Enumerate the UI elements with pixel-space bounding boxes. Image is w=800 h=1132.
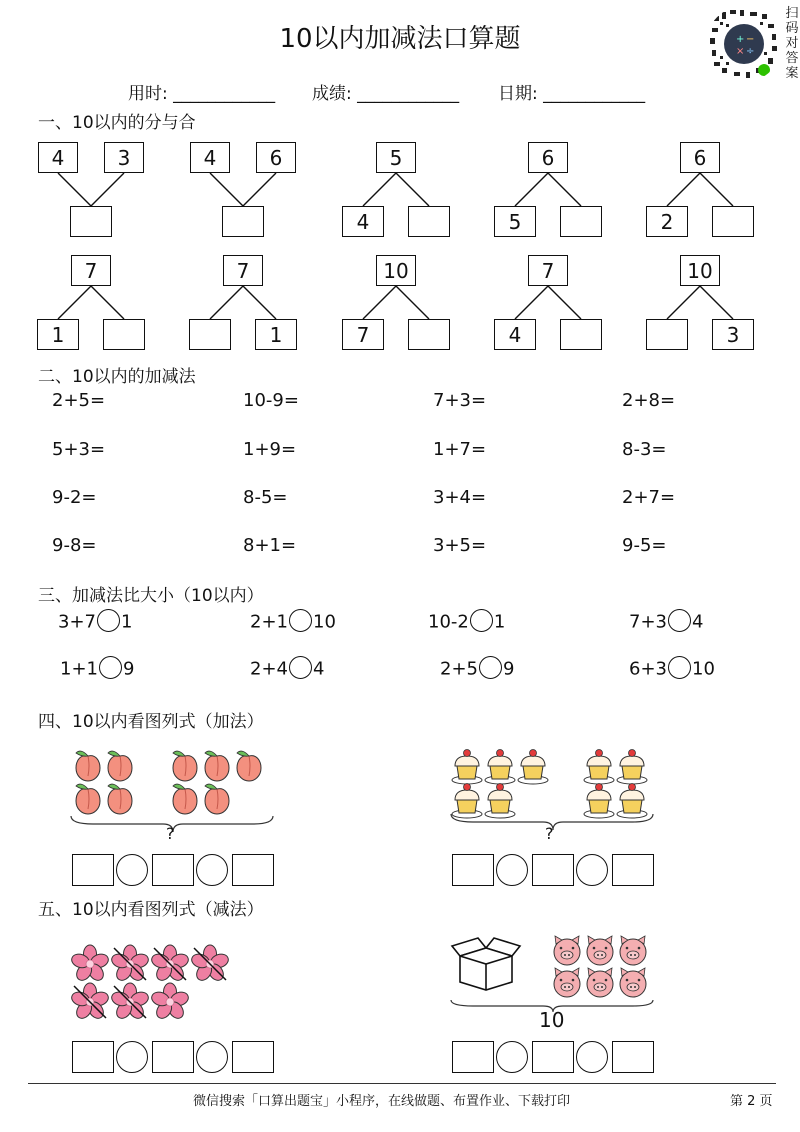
compare-circle[interactable]: [289, 656, 312, 679]
connector-line: [515, 173, 548, 206]
compare-right: 4: [692, 611, 704, 633]
operator-circle[interactable]: [576, 1041, 608, 1073]
equation: 3+5=: [433, 535, 487, 556]
answer-box: [222, 206, 264, 237]
svg-text:×: ×: [736, 46, 745, 57]
page-number: 第 2 页: [730, 1094, 773, 1109]
compare-circle[interactable]: [479, 656, 502, 679]
connector-line: [548, 173, 581, 206]
operator-circle[interactable]: [196, 1041, 228, 1073]
compare-right: 4: [313, 658, 325, 680]
number-box: 6: [256, 142, 296, 173]
equation: 1+9=: [243, 439, 297, 460]
compare-left: 10-2: [428, 611, 469, 633]
number-box: [408, 319, 450, 350]
operator-circle[interactable]: [576, 854, 608, 886]
total-label: 10: [539, 1008, 565, 1032]
answer-box[interactable]: [612, 1041, 654, 1073]
number-box: 3: [712, 319, 754, 350]
peach-icon: [76, 751, 100, 781]
number-box: 5: [494, 206, 536, 237]
section-title-picture-add: 四、10以内看图列式（加法）: [38, 712, 264, 732]
number-box: 1: [37, 319, 79, 350]
peach-icon: [237, 751, 261, 781]
peach-icon: [205, 784, 229, 814]
connector-line: [243, 286, 276, 319]
equation: 8+1=: [243, 535, 297, 556]
connector-line: [700, 173, 733, 206]
number-box: 7: [528, 255, 568, 286]
compare-right: 10: [313, 611, 336, 633]
equation: 9-8=: [52, 535, 97, 556]
compare-circle[interactable]: [97, 609, 120, 632]
section-title-equations: 二、10以内的加减法: [38, 367, 196, 387]
connector-line: [667, 286, 700, 319]
connector-line: [515, 286, 548, 319]
number-box: 5: [376, 142, 416, 173]
equation: 2+5=: [52, 390, 106, 411]
equation: 2+7=: [622, 487, 676, 508]
compare-circle[interactable]: [99, 656, 122, 679]
section-title-compare: 三、加减法比大小（10以内）: [38, 586, 264, 606]
operator-circle[interactable]: [116, 1041, 148, 1073]
compare-right: 1: [121, 611, 133, 633]
footer-divider: [28, 1083, 776, 1084]
connector-line: [91, 286, 124, 319]
compare-circle[interactable]: [668, 609, 691, 632]
connector-line: [396, 286, 429, 319]
answer-box[interactable]: [532, 854, 574, 886]
number-box: 4: [190, 142, 230, 173]
number-box: [560, 319, 602, 350]
equation: 9-2=: [52, 487, 97, 508]
compare-left: 7+3: [629, 611, 667, 633]
connector-line: [363, 286, 396, 319]
question-mark: ?: [166, 824, 175, 843]
equation: 8-3=: [622, 439, 667, 460]
answer-box[interactable]: [232, 1041, 274, 1073]
answer-box[interactable]: [72, 1041, 114, 1073]
compare-left: 2+5: [440, 658, 478, 680]
compare-right: 9: [503, 658, 515, 680]
connector-line: [667, 173, 700, 206]
compare-item: [629, 609, 703, 635]
footer-text: 微信搜索「口算出题宝」小程序，在线做题、布置作业、下载打印: [193, 1094, 571, 1109]
qr-caption: 扫 码 对 答 案: [785, 6, 799, 81]
section-title-picture-sub: 五、10以内看图列式（减法）: [38, 900, 264, 920]
connector-line: [210, 286, 243, 319]
answer-box[interactable]: [72, 854, 114, 886]
answer-box[interactable]: [452, 854, 494, 886]
peach-icon: [173, 784, 197, 814]
compare-right: 9: [123, 658, 135, 680]
compare-item: [428, 609, 505, 635]
number-box: 6: [528, 142, 568, 173]
peach-icon: [205, 751, 229, 781]
equation: 2+8=: [622, 390, 676, 411]
compare-item: [440, 656, 514, 682]
date-field: 日期: ____________: [498, 84, 646, 104]
connector-line: [363, 173, 396, 206]
number-box: 10: [376, 255, 416, 286]
compare-item: [60, 656, 134, 682]
number-box: 1: [255, 319, 297, 350]
peach-icon: [173, 751, 197, 781]
number-box: 3: [104, 142, 144, 173]
number-box: 7: [342, 319, 384, 350]
operator-circle[interactable]: [496, 1041, 528, 1073]
number-box: 4: [494, 319, 536, 350]
compare-left: 6+3: [629, 658, 667, 680]
answer-box[interactable]: [152, 1041, 194, 1073]
compare-item: [250, 656, 324, 682]
box-pig-picture: [448, 928, 658, 1014]
number-box: [560, 206, 602, 237]
score-field: 成绩: ____________: [312, 84, 460, 104]
connector-line: [58, 173, 91, 206]
equation: 3+4=: [433, 487, 487, 508]
number-box: 10: [680, 255, 720, 286]
page-title: 10以内加减法口算题: [279, 24, 521, 54]
compare-right: 1: [493, 611, 506, 633]
connector-line: [243, 173, 276, 206]
operator-circle[interactable]: [496, 854, 528, 886]
compare-right: 10: [692, 658, 715, 680]
section-title-split: 一、10以内的分与合: [38, 113, 196, 133]
compare-left: 2+1: [250, 611, 288, 633]
compare-left: 2+4: [250, 658, 288, 680]
number-box: 6: [680, 142, 720, 173]
answer-box[interactable]: [612, 854, 654, 886]
svg-text:÷: ÷: [746, 46, 755, 57]
flower-picture: [68, 938, 238, 1030]
equation: 10-9=: [243, 390, 299, 411]
answer-box[interactable]: [532, 1041, 574, 1073]
number-box: [103, 319, 145, 350]
operator-circle[interactable]: [116, 854, 148, 886]
equation: 1+7=: [433, 439, 487, 460]
peach-icon: [76, 784, 100, 814]
compare-left: 1+1: [60, 658, 98, 680]
answer-box: [70, 206, 112, 237]
answer-box[interactable]: [152, 854, 194, 886]
compare-item: [250, 609, 336, 635]
number-box: 4: [38, 142, 78, 173]
number-box: [646, 319, 688, 350]
compare-item: [58, 609, 132, 635]
equation: 8-5=: [243, 487, 288, 508]
connector-line: [548, 286, 581, 319]
connector-line: [91, 173, 124, 206]
time-field: 用时: ____________: [128, 84, 276, 104]
connector-line: [396, 173, 429, 206]
number-box: [189, 319, 231, 350]
number-box: 4: [342, 206, 384, 237]
operator-circle[interactable]: [196, 854, 228, 886]
svg-text:+: +: [736, 34, 745, 45]
compare-circle[interactable]: [470, 609, 493, 632]
compare-left: 3+7: [58, 611, 96, 633]
number-box: 7: [71, 255, 111, 286]
compare-circle[interactable]: [668, 656, 691, 679]
answer-box[interactable]: [452, 1041, 494, 1073]
peach-icon: [108, 751, 132, 781]
connector-line: [58, 286, 91, 319]
equation: 5+3=: [52, 439, 106, 460]
question-mark: ?: [545, 824, 554, 843]
equation: 7+3=: [433, 390, 487, 411]
number-box: [712, 206, 754, 237]
number-box: [408, 206, 450, 237]
answer-box[interactable]: [232, 854, 274, 886]
number-box: 7: [223, 255, 263, 286]
number-box: 2: [646, 206, 688, 237]
connector-line: [700, 286, 733, 319]
connector-line: [210, 173, 243, 206]
box-icon: [452, 938, 520, 990]
compare-circle[interactable]: [289, 609, 312, 632]
compare-item: [629, 656, 715, 682]
peach-icon: [108, 784, 132, 814]
svg-text:−: −: [746, 34, 755, 45]
equation: 9-5=: [622, 535, 667, 556]
